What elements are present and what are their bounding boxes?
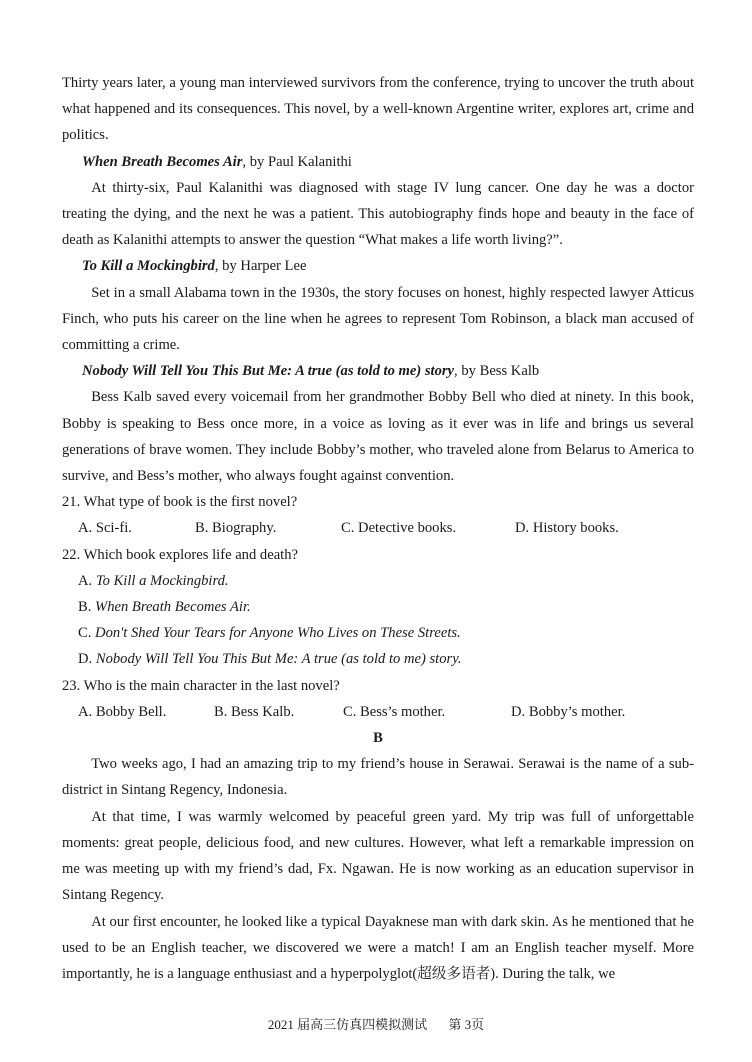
book-description: At thirty-six, Paul Kalanithi was diagnosed with stage IV lung cancer. One day he was a doctor treating the dying, and the next he was a patient. This autobiography finds hope and beauty in the face of death as Kalanithi attempts to answer the question “What makes a life worth living?”. [62,179,694,249]
book-description: Bess Kalb saved every voicemail from her grandmother Bobby Bell who died at ninety. In this book, Bobby is speaking to Bess once more, in a voice as loving as it ever was in life and brings us several generations of brave women. They include Bobby’s mother, who traveled alone from Belarus to America to survive, and Bess’s mother, who always fought against convention. [62,389,694,485]
option-title: When Breath Becomes Air. [95,599,251,616]
option-b [62,594,694,620]
book-description: Set in a small Alabama town in the 1930s, the story focuses on honest, highly respected lawyer Atticus Finch, who puts his career on the line when he agrees to represent Tom Robinson, a black man accused of committing a crime. [62,284,694,354]
question-21-stem: 21. What type of book is the first novel? [62,494,298,511]
passage-paragraph: At our first encounter, he looked like a typical Dayaknese man with dark skin. As he mentioned that he used to be an English teacher, we discovered we were a match! I am an English teacher myself. More importantly, he is a language enthusiast and a hyperpolyglot(超级多语者). During the talk, we [62,913,694,982]
option-b: B. Biography. [195,520,277,537]
book-byline: , by Harper Lee [214,258,307,275]
book-byline: , by Paul Kalanithi [242,153,352,170]
option-letter: B. [78,599,96,616]
book-title-line [62,358,694,384]
page-content [62,70,694,987]
passage-paragraph: Two weeks ago, I had an amazing trip to my friend’s house in Serawai. Serawai is the name of a sub-district in Sintang Regency, Indonesia. [62,756,694,799]
option-d [62,646,694,672]
exam-name: 2021 届高三仿真四模拟测试 [267,1017,428,1032]
book-title: Nobody Will Tell You This But Me: A true (as told to me) story [82,363,455,380]
option-c: C. Detective books. [341,520,457,537]
option-d: D. History books. [515,520,619,537]
option-c [62,620,694,646]
option-title: Don't Shed Your Tears for Anyone Who Lives on These Streets. [95,625,461,642]
question-22-stem: 22. Which book explores life and death? [62,546,298,563]
book-byline: , by Bess Kalb [454,363,540,380]
option-title: To Kill a Mockingbird. [95,572,229,589]
section-heading: B [373,730,383,747]
question-21-options [62,515,694,541]
question-23-stem: 23. Who is the main character in the last novel? [62,677,340,694]
option-d: D. Bobby’s mother. [511,703,626,720]
option-title: Nobody Will Tell You This But Me: A true (as told to me) story. [95,651,462,668]
book-title-line [62,149,694,175]
option-a: A. Bobby Bell. [78,703,167,720]
option-c: C. Bess’s mother. [343,703,446,720]
question-23-options [62,699,694,725]
option-letter: D. [78,651,96,668]
book-title-line [62,253,694,279]
book-title: When Breath Becomes Air [82,153,243,170]
passage-paragraph: At that time, I was warmly welcomed by peaceful green yard. My trip was full of unforgettable moments: great people, delicious food, and new cultures. However, what left a remarkable impression on me was meeting up with my friend’s dad, Fx. Ngawan. He is now working as an education supervisor in Sintang Regency. [62,808,694,904]
option-a [62,568,694,594]
page-footer [0,1014,752,1033]
intro-paragraph: Thirty years later, a young man interviewed survivors from the conference, trying to uncover the truth about what happened and its consequences. This novel, by a well-known Argentine writer, explores art, crime and politics. [62,75,694,144]
option-a: A. Sci-fi. [78,520,132,537]
book-title: To Kill a Mockingbird [82,258,215,275]
option-b: B. Bess Kalb. [214,703,295,720]
option-letter: C. [78,625,96,642]
option-letter: A. [78,572,96,589]
page-number: 第 3页 [448,1017,485,1032]
